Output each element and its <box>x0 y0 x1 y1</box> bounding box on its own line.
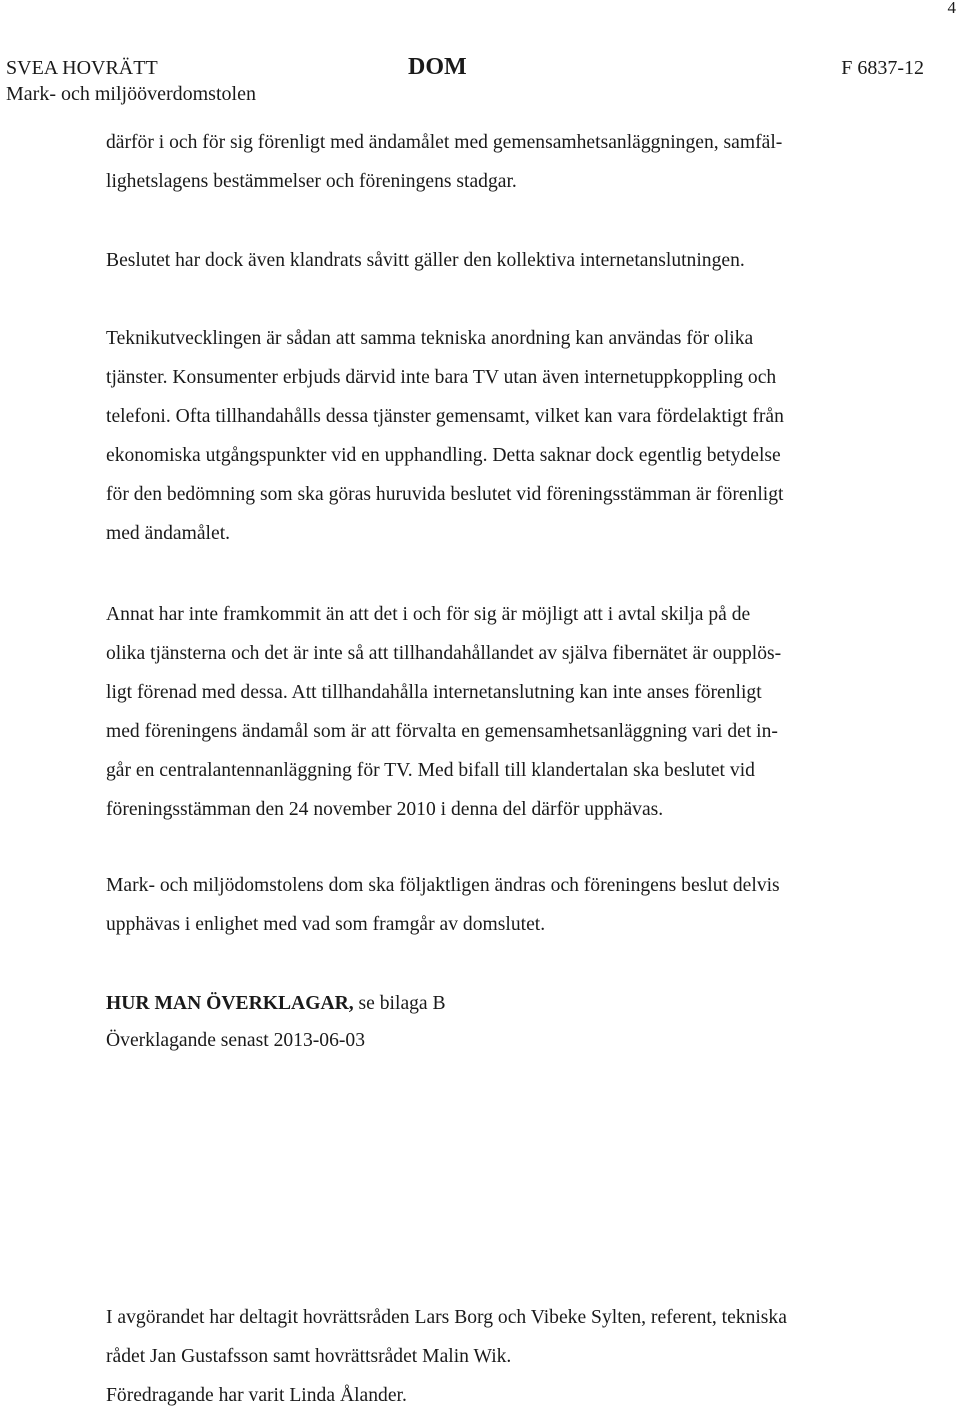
text-line: med ändamålet. <box>106 522 231 544</box>
department-name: Mark- och miljööverdomstolen <box>6 83 256 105</box>
text-line: föreningsstämman den 24 november 2010 i denna del därför upphävas. <box>106 798 664 820</box>
paragraph-1 <box>106 124 906 202</box>
appeal-attachment-reference: se bilaga B <box>353 993 446 1014</box>
paragraph-2 <box>106 242 906 281</box>
text-line: ligt förenad med dessa. Att tillhandahålla internetanslutning kan inte anses förenligt <box>106 681 762 703</box>
appeal-deadline: Överklagande senast 2013-06-03 <box>106 1030 365 1051</box>
text-line: rådet Jan Gustafsson samt hovrättsrådet Malin Wik. <box>106 1346 512 1367</box>
text-line: telefoni. Ofta tillhandahålls dessa tjänster gemensamt, vilket kan vara fördelaktigt från <box>106 405 784 427</box>
text-line: ekonomiska utgångspunkter vid en upphandling. Detta saknar dock egentlig betydelse <box>106 444 781 466</box>
text-line: Teknikutvecklingen är sådan att samma tekniska anordning kan användas för olika <box>106 328 754 349</box>
text-line: I avgörandet har deltagit hovrättsråden Lars Borg och Vibeke Sylten, referent, tekniska <box>106 1307 787 1328</box>
court-name: SVEA HOVRÄTT <box>6 57 158 79</box>
paragraph-3 <box>106 320 906 553</box>
case-number: F 6837-12 <box>841 57 924 79</box>
text-line: går en centralantennanläggning för TV. Med bifall till klandertalan ska beslutet vid <box>106 759 755 781</box>
text-line: med föreningens ändamål som är att förvalta en gemensamhetsanläggning vari det in- <box>106 720 778 742</box>
text-line: därför i och för sig förenligt med ändamålet med gemensamhetsanläggningen, samfäl- <box>106 132 783 153</box>
rapporteur-line: Föredragande har varit Linda Ålander. <box>106 1385 407 1406</box>
text-line: tjänster. Konsumenter erbjuds därvid inte bara TV utan även internetuppkoppling och <box>106 366 777 388</box>
participants-section <box>106 1298 906 1376</box>
text-line: för den bedömning som ska göras huruvida beslutet vid föreningsstämman är förenligt <box>106 483 784 505</box>
text-line: Mark- och miljödomstolens dom ska följaktligen ändras och föreningens beslut delvis <box>106 875 780 896</box>
document-type: DOM <box>408 54 467 80</box>
appeal-section <box>106 985 906 1059</box>
appeal-heading: HUR MAN ÖVERKLAGAR, <box>106 993 354 1014</box>
page-number: 4 <box>947 0 956 17</box>
paragraph-5 <box>106 867 906 945</box>
text-line: Annat har inte framkommit än att det i och för sig är möjligt att i avtal skilja på de <box>106 604 751 625</box>
text-line: lighetslagens bestämmelser och föreningens stadgar. <box>106 170 517 192</box>
appeal-heading-line <box>106 985 906 1022</box>
text-line: Beslutet har dock även klandrats såvitt gäller den kollektiva internetanslutningen. <box>106 250 745 271</box>
text-line: upphävas i enlighet med vad som framgår av domslutet. <box>106 913 546 935</box>
text-line: olika tjänsterna och det är inte så att tillhandahållandet av själva fibernätet är oupplös- <box>106 642 782 664</box>
paragraph-4 <box>106 596 906 829</box>
